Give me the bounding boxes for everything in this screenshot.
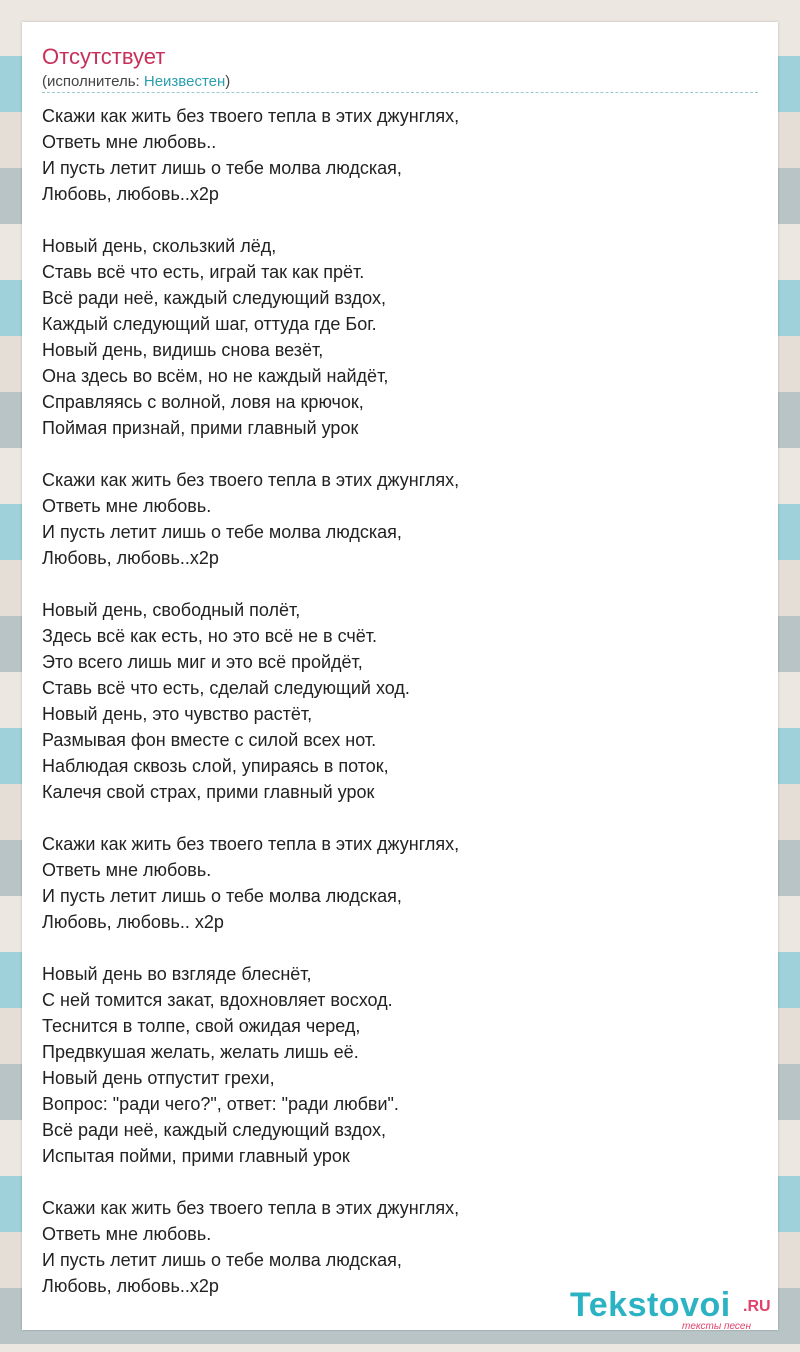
lyrics-stanza [42,467,742,571]
lyric-line: Размывая фон вместе с силой всех нот. [42,730,377,750]
lyric-line: Ответь мне любовь. [42,496,212,516]
lyric-line: С ней томится закат, вдохновляет восход. [42,990,393,1010]
lyric-line: Любовь, любовь..x2p [42,1276,219,1296]
lyric-line: И пусть летит лишь о тебе молва людская, [42,522,402,542]
lyric-line: Всё ради неё, каждый следующий вздох, [42,1120,386,1140]
lyric-line: Любовь, любовь..x2p [42,184,219,204]
lyric-line: Скажи как жить без твоего тепла в этих джунглях, [42,1198,460,1218]
lyrics-text [42,103,742,1325]
artist-suffix: ) [225,73,231,90]
lyrics-stanza [42,831,742,935]
lyric-line: Поймая признай, прими главный урок [42,418,359,438]
artist-line [42,73,230,91]
lyric-line: Ответь мне любовь. [42,1224,212,1244]
lyric-line: Вопрос: "ради чего?", ответ: "ради любви". [42,1094,399,1114]
lyric-line: Новый день отпустит грехи, [42,1068,275,1088]
lyric-line: Любовь, любовь.. x2p [42,912,224,932]
lyric-line: Любовь, любовь..x2p [42,548,219,568]
lyric-line: Теснится в толпе, свой ожидая черед, [42,1016,361,1036]
lyric-line: И пусть летит лишь о тебе молва людская, [42,1250,402,1270]
artist-link[interactable]: Неизвестен [143,73,226,90]
lyric-line: Всё ради неё, каждый следующий вздох, [42,288,386,308]
lyric-line: Новый день, свободный полёт, [42,600,301,620]
logo-tld: .RU [743,1298,771,1315]
lyric-line: Скажи как жить без твоего тепла в этих джунглях, [42,470,460,490]
lyrics-stanza [42,1195,742,1299]
lyric-line: Новый день, видишь снова везёт, [42,340,324,360]
logo-tagline: тексты песен [682,1321,751,1332]
lyric-line: Испытая пойми, прими главный урок [42,1146,350,1166]
lyric-line: Скажи как жить без твоего тепла в этих джунглях, [42,834,460,854]
lyric-line: Здесь всё как есть, но это всё не в счёт. [42,626,378,646]
lyric-line: Калечя свой страх, прими главный урок [42,782,375,802]
lyric-line: Каждый следующий шаг, оттуда где Бог. [42,314,377,334]
lyric-line: Ставь всё что есть, играй так как прёт. [42,262,365,282]
tekstovoi-logo[interactable] [570,1285,780,1335]
lyric-line: Ответь мне любовь.. [42,132,217,152]
artist-prefix: (исполнитель: [42,73,144,90]
lyric-line: Новый день, это чувство растёт, [42,704,313,724]
lyric-line: Она здесь во всём, но не каждый найдёт, [42,366,389,386]
lyric-line: Предвкушая желать, желать лишь её. [42,1042,359,1062]
lyric-line: Ответь мне любовь. [42,860,212,880]
lyric-line: Новый день во взгляде блеснёт, [42,964,312,984]
lyrics-stanza [42,597,742,805]
lyric-line: Наблюдая сквозь слой, упираясь в поток, [42,756,389,776]
lyric-line: Ставь всё что есть, сделай следующий ход. [42,678,410,698]
lyric-line: Это всего лишь миг и это всё пройдёт, [42,652,363,672]
lyrics-card [22,22,778,1330]
lyric-line: И пусть летит лишь о тебе молва людская, [42,886,402,906]
lyric-line: Скажи как жить без твоего тепла в этих джунглях, [42,106,460,126]
lyric-line: Новый день, скользкий лёд, [42,236,277,256]
lyric-line: Справляясь с волной, ловя на крючок, [42,392,364,412]
lyrics-stanza [42,961,742,1169]
lyrics-stanza [42,233,742,441]
lyric-line: И пусть летит лишь о тебе молва людская, [42,158,402,178]
title-divider [42,92,758,93]
song-title: Отсутствует [42,44,166,69]
logo-name: Tekstovoi [570,1286,731,1324]
lyrics-stanza [42,103,742,207]
